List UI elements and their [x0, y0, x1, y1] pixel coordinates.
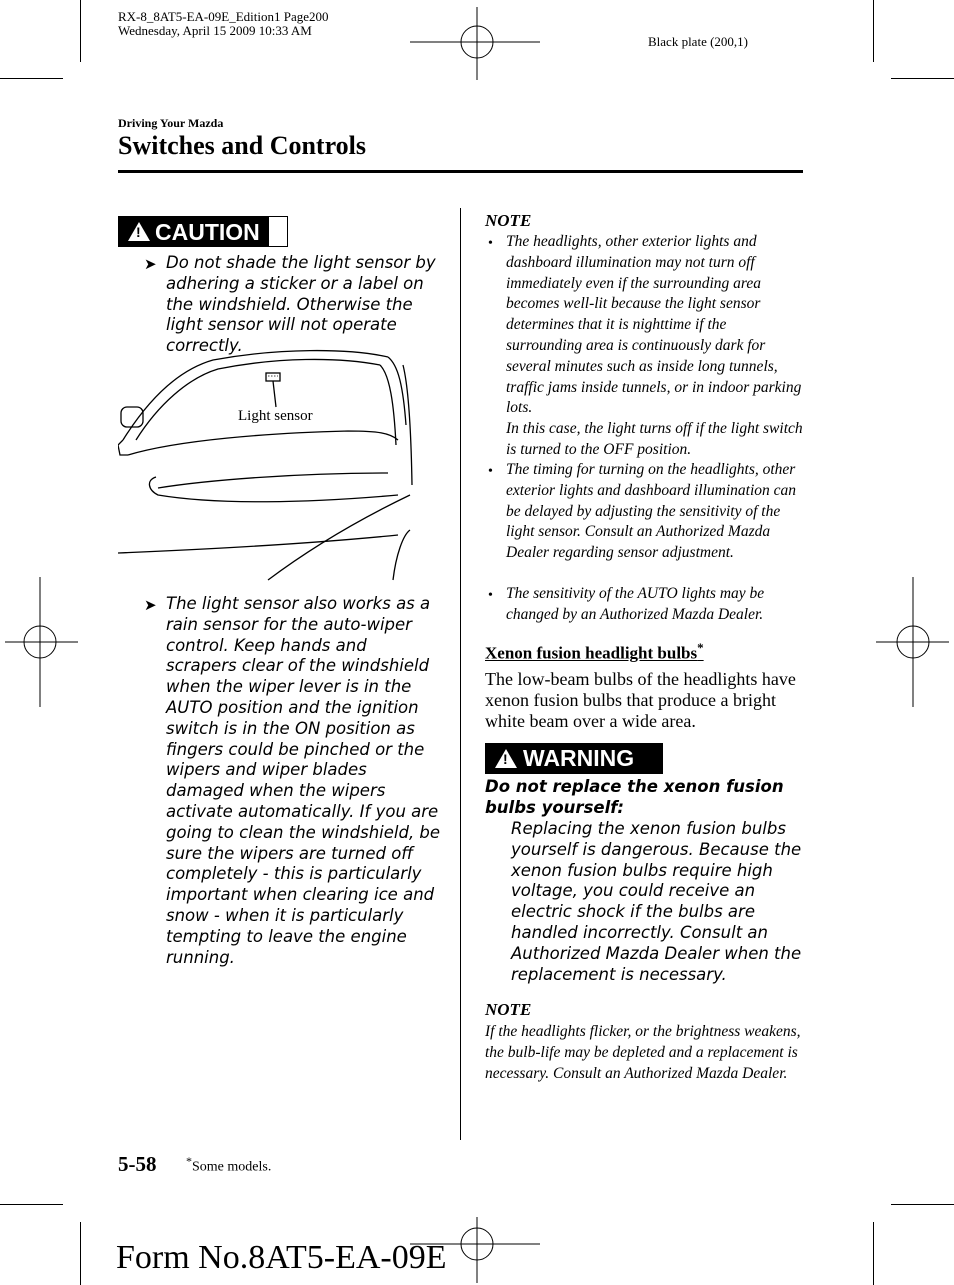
xenon-body: The low-beam bulbs of the headlights have xenon fusion bulbs that produce a bright white beam over a wide area. [485, 669, 796, 731]
bullet-dot-icon: • [488, 588, 493, 603]
black-plate-label: Black plate (200,1) [648, 34, 748, 49]
column-divider [460, 208, 461, 1140]
asterisk-mark: * [697, 640, 704, 655]
note-title-2: NOTE [485, 1000, 532, 1019]
crop-mark [80, 1222, 81, 1285]
note-bullet-2: The timing for turning on the headlights, other exterior lights and dashboard illumination can be delayed by adjusting the sensitivity of the light sensor. Consult an Authorized Mazda Dealer regarding sensor adjustment. [506, 461, 797, 562]
bullet-dot-icon: • [488, 236, 493, 251]
crop-mark [891, 1204, 954, 1205]
title-rule [118, 170, 803, 173]
crop-mark [873, 0, 874, 62]
asterisk-mark: * [186, 1154, 192, 1168]
footnote: *Some models. [186, 1154, 272, 1175]
caution-item-1: Do not shade the light sensor by adhering a sticker or a label on the windshield. Otherwise the light sensor will not operate correctly. [166, 253, 436, 356]
note-bullet-3: The sensitivity of the AUTO lights may be changed by an Authorized Mazda Dealer. [506, 585, 765, 623]
registration-mark-right [874, 575, 954, 710]
warning-text: WARNING [523, 745, 635, 771]
xenon-heading: Xenon fusion headlight bulbs* [485, 640, 704, 663]
arrow-bullet-icon: ➤ [144, 596, 157, 614]
crop-mark [891, 78, 954, 79]
light-sensor-callout: Light sensor [238, 408, 313, 424]
warning-title: Do not replace the xenon fusion bulbs yourself: [485, 777, 784, 817]
job-info-line2: Wednesday, April 15 2009 10:33 AM [118, 23, 312, 38]
warning-triangle-icon: ! [495, 749, 517, 768]
warning-label [485, 743, 663, 774]
caution-label [118, 216, 288, 247]
crop-mark [0, 1204, 63, 1205]
warning-body: Replacing the xenon fusion bulbs yourself is dangerous. Because the xenon fusion bulbs require high voltage, you could receive an electric shock if the bulbs are handled incorrectly. Consult an Authorized Mazda Dealer when the replacement is necessary. [511, 819, 802, 984]
section-label: Driving Your Mazda [118, 116, 224, 130]
caution-item-2: The light sensor also works as a rain sensor for the auto-wiper control. Keep hands and scrapers clear of the windshield when the wiper lever is in the AUTO position and the ignition switch is in the ON position as fingers could be pinched or the wipers and wiper blades damaged when the wipers activate automatically. If you are going to clean the windshield, be sure the wipers are turned off completely - this is particularly important when clearing ice and snow - when it is particularly tempting to leave the engine running. [166, 594, 441, 967]
caution-text: CAUTION [155, 219, 260, 245]
crop-mark [80, 0, 81, 62]
arrow-bullet-icon: ➤ [144, 255, 157, 273]
warning-triangle-icon: ! [128, 222, 150, 241]
note-title: NOTE [485, 211, 532, 230]
note-bullet-1: The headlights, other exterior lights and dashboard illumination may not turn off immediately even if the surrounding area becomes well-lit because the light sensor determines that it is nighttime if the surrounding area is continuously dark for several minutes such as inside long tunnels, traffic jams inside tunnels, or in indoor parking lots. In this case, the light turns off if the light switch is turned to the OFF position. [506, 233, 803, 458]
note-body-2: If the headlights flicker, or the brightness weakens, the bulb-life may be depleted and a replacement is necessary. Consult an Authorized Mazda Dealer. [485, 1023, 801, 1082]
crop-mark [873, 1222, 874, 1285]
page-title: Switches and Controls [118, 131, 367, 160]
registration-mark-top [410, 2, 545, 82]
page-number: 5-58 [118, 1152, 157, 1176]
registration-mark-left [0, 575, 80, 710]
windshield-figure [118, 345, 413, 583]
form-number: Form No.8AT5-EA-09E [116, 1239, 447, 1276]
bullet-dot-icon: • [488, 464, 493, 479]
crop-mark [0, 78, 63, 79]
job-info-line1: RX-8_8AT5-EA-09E_Edition1 Page200 [118, 9, 329, 24]
